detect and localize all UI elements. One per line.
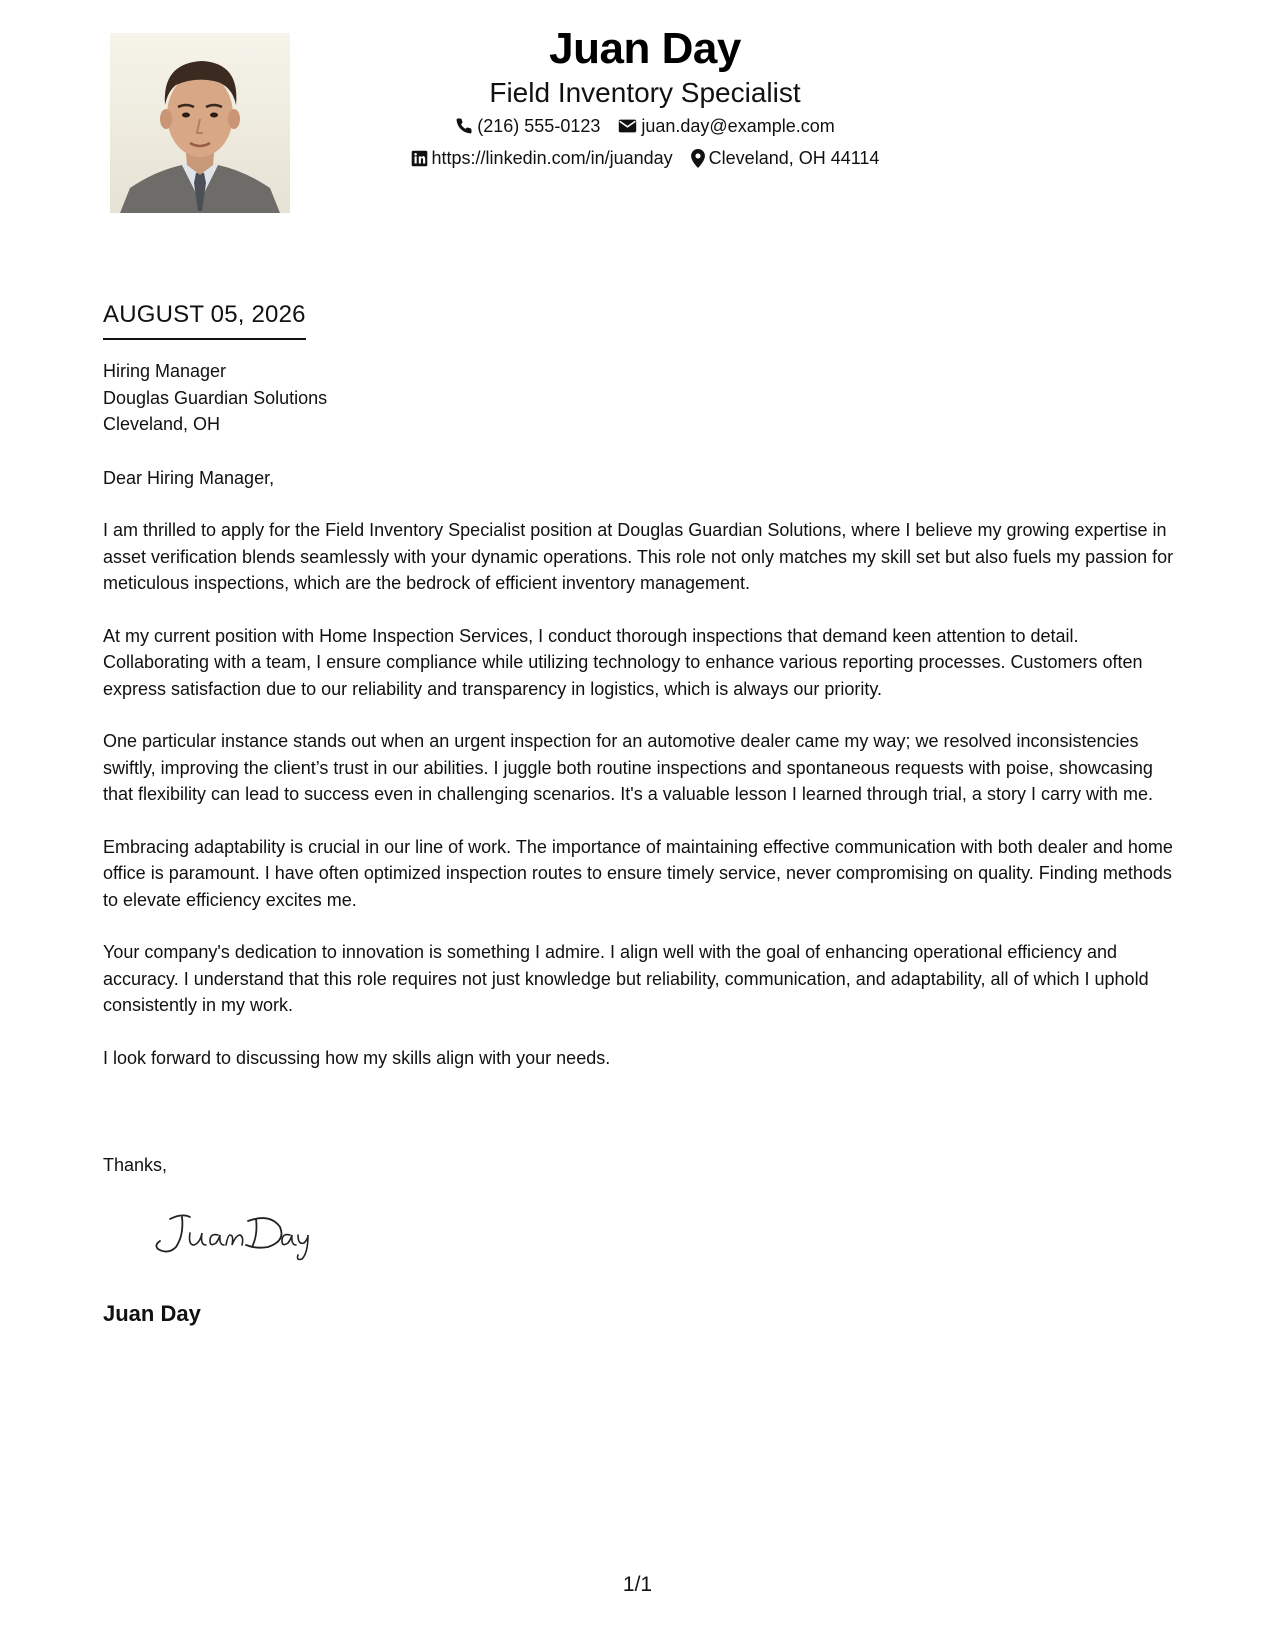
resume-header	[330, 22, 960, 174]
applicant-name: Juan Day	[549, 24, 741, 73]
letter-body	[103, 358, 1183, 1071]
paragraph-2: At my current position with Home Inspection Services, I conduct thorough inspections that demand keen attention to detail. Collaborating with a team, I ensure compliance while utilizing technology to enhance various reporting processes. Customers often express satisfaction due to our reliability and transparency in logistics, which is always our priority.	[103, 625, 1143, 699]
paragraph-3: One particular instance stands out when an urgent inspection for an automotive dealer came my way; we resolved inconsistencies swiftly, improving the client’s trust in our abilities. I juggle both routine inspections and spontaneous requests with poise, showcasing that flexibility can lead to success even in challenging scenarios. It's a valuable lesson I learned through trial, a story I carry with me.	[103, 731, 1153, 804]
handwritten-signature	[148, 1205, 328, 1265]
letter-date: AUGUST 05, 2026	[103, 300, 306, 340]
contact-row-primary	[330, 110, 960, 142]
envelope-icon	[618, 118, 637, 134]
recipient-role: Hiring Manager	[103, 361, 227, 381]
linkedin-contact[interactable]	[411, 142, 673, 174]
phone-icon	[455, 117, 473, 135]
recipient-block	[103, 358, 1183, 438]
greeting: Dear Hiring Manager,	[103, 467, 275, 488]
recipient-company: Douglas Guardian Solutions	[103, 387, 328, 408]
profile-photo	[110, 33, 290, 213]
location-contact	[691, 142, 880, 174]
contact-row-secondary	[330, 142, 960, 174]
signoff: Thanks,	[103, 1155, 168, 1175]
page-number: 1/1	[622, 1573, 653, 1596]
phone-number: (216) 555-0123	[477, 116, 601, 136]
paragraph-1: I am thrilled to apply for the Field Inventory Specialist position at Douglas Guardian Solutions, where I believe my growing expertise in asset verification blends seamlessly with your dynamic operations. This role not only matches my skill set but also fuels my passion for meticulous inspections, which are the bedrock of efficient inventory management.	[103, 520, 1174, 593]
linkedin-icon	[411, 150, 428, 167]
paragraph-4: Embracing adaptability is crucial in our line of work. The importance of maintaining effective communication with both dealer and home office is paramount. I have often optimized inspection routes to ensure timely service, never compromising on quality. Finding methods to elevate efficiency excites me.	[103, 836, 1173, 910]
location-text: Cleveland, OH 44114	[708, 148, 880, 168]
phone-contact[interactable]	[455, 110, 600, 142]
email-address: juan.day@example.com	[641, 116, 835, 136]
paragraph-6: I look forward to discussing how my skills align with your needs.	[103, 1047, 611, 1068]
email-contact[interactable]	[618, 110, 834, 142]
job-title: Field Inventory Specialist	[489, 77, 801, 108]
date-block	[103, 300, 306, 340]
paragraph-5: Your company's dedication to innovation is something I admire. I align well with the goal of enhancing operational efficiency and accuracy. I understand that this role requires not just knowledge but reliability, communication, and adaptability, all of which I uphold consistently in my work.	[103, 942, 1149, 1015]
signer-name: Juan Day	[103, 1301, 201, 1326]
map-pin-icon	[691, 149, 705, 168]
linkedin-url: https://linkedin.com/in/juanday	[431, 148, 673, 168]
recipient-city: Cleveland, OH	[103, 414, 221, 434]
